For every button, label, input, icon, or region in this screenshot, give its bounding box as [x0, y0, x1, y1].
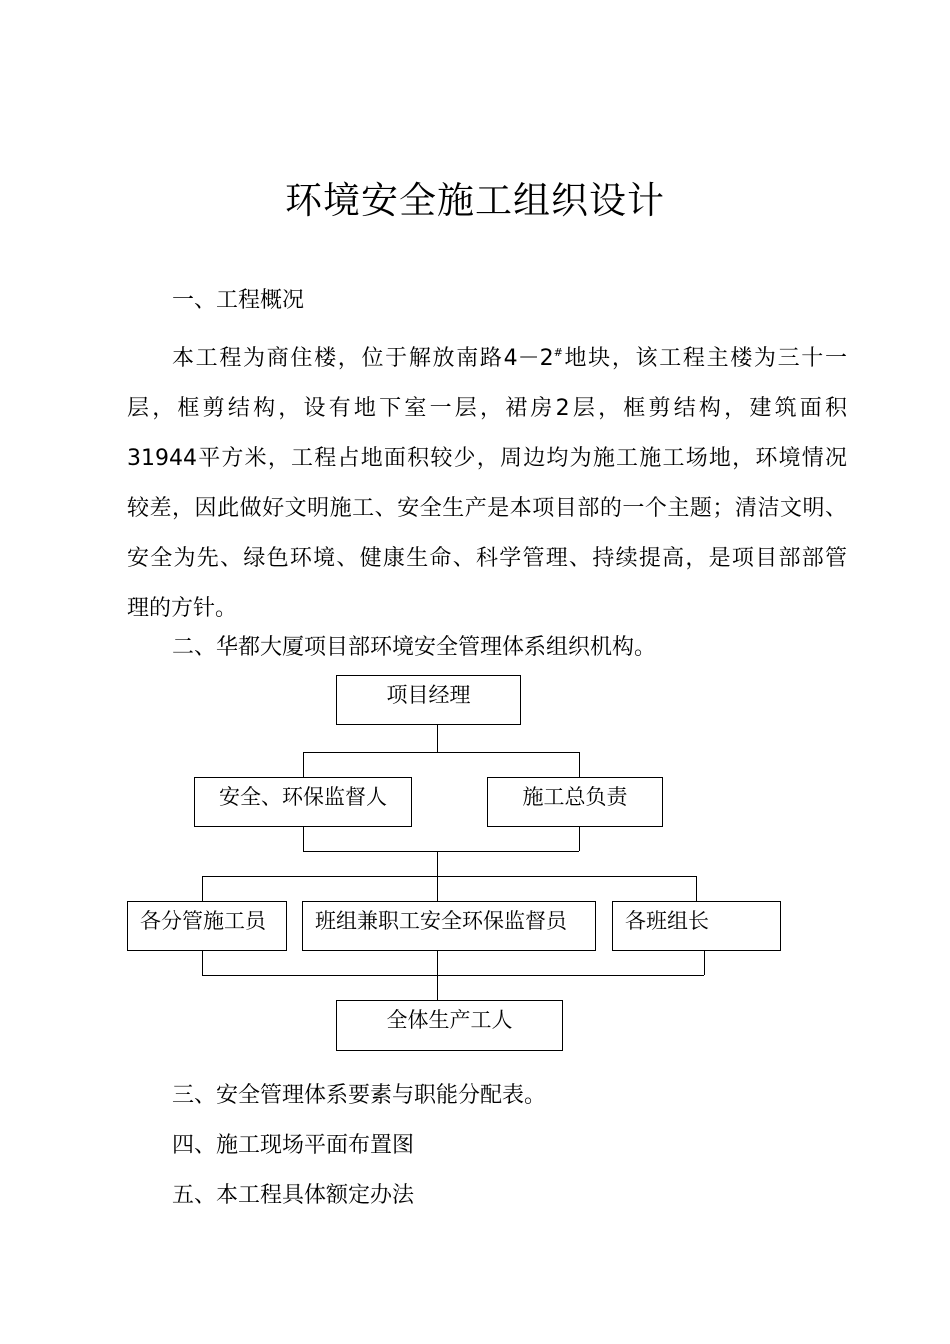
org-box-team-leaders: 各班组长: [612, 901, 781, 951]
org-box-team-safety-monitor: 班组兼职工安全环保监督员: [302, 901, 596, 951]
paragraph-line: 较差，因此做好文明施工、安全生产是本项目部的一个主题；清洁文明、: [127, 496, 847, 521]
paragraph-line: 31944平方米，工程占地面积较少，周边均为施工施工场地，环境情况: [127, 446, 847, 471]
connector-line: [696, 876, 697, 901]
connector-line: [437, 851, 438, 876]
section-heading-site-layout: 四、施工现场平面布置图: [172, 1133, 415, 1158]
section-heading-responsibility: 三、安全管理体系要素与职能分配表。: [172, 1083, 547, 1108]
connector-line: [202, 975, 704, 976]
connector-line: [202, 876, 696, 877]
org-box-project-manager: 项目经理: [336, 675, 521, 725]
org-box-safety-supervisor: 安全、环保监督人: [194, 777, 412, 827]
superscript-hash: #: [553, 346, 563, 359]
connector-line: [303, 851, 579, 852]
org-box-all-workers: 全体生产工人: [336, 1000, 563, 1051]
connector-line: [202, 876, 203, 901]
connector-line: [303, 752, 304, 778]
connector-line: [303, 826, 304, 851]
org-box-site-supervisors: 各分管施工员: [127, 901, 287, 951]
document-title: 环境安全施工组织设计: [285, 179, 665, 222]
paragraph-line: 理的方针。: [127, 596, 238, 621]
section-heading-rating-method: 五、本工程具体额定办法: [172, 1183, 415, 1208]
paragraph-line: 本工程为商住楼，位于解放南路4－2#地块，该工程主楼为三十一: [172, 346, 847, 371]
section-heading-org: 二、华都大厦项目部环境安全管理体系组织机构。: [172, 635, 657, 660]
connector-line: [437, 876, 438, 901]
connector-line: [437, 724, 438, 752]
connector-line: [579, 826, 580, 851]
paragraph-line: 层，框剪结构，设有地下室一层，裙房2层，框剪结构，建筑面积: [127, 396, 847, 421]
connector-line: [303, 752, 579, 753]
connector-line: [202, 950, 203, 975]
paragraph-line: 安全为先、绿色环境、健康生命、科学管理、持续提高，是项目部部管: [127, 546, 847, 571]
overview-paragraph: [127, 334, 847, 634]
org-box-construction-lead: 施工总负责: [487, 777, 663, 827]
connector-line: [704, 950, 705, 975]
section-heading-overview: 一、工程概况: [172, 288, 305, 313]
connector-line: [579, 752, 580, 778]
